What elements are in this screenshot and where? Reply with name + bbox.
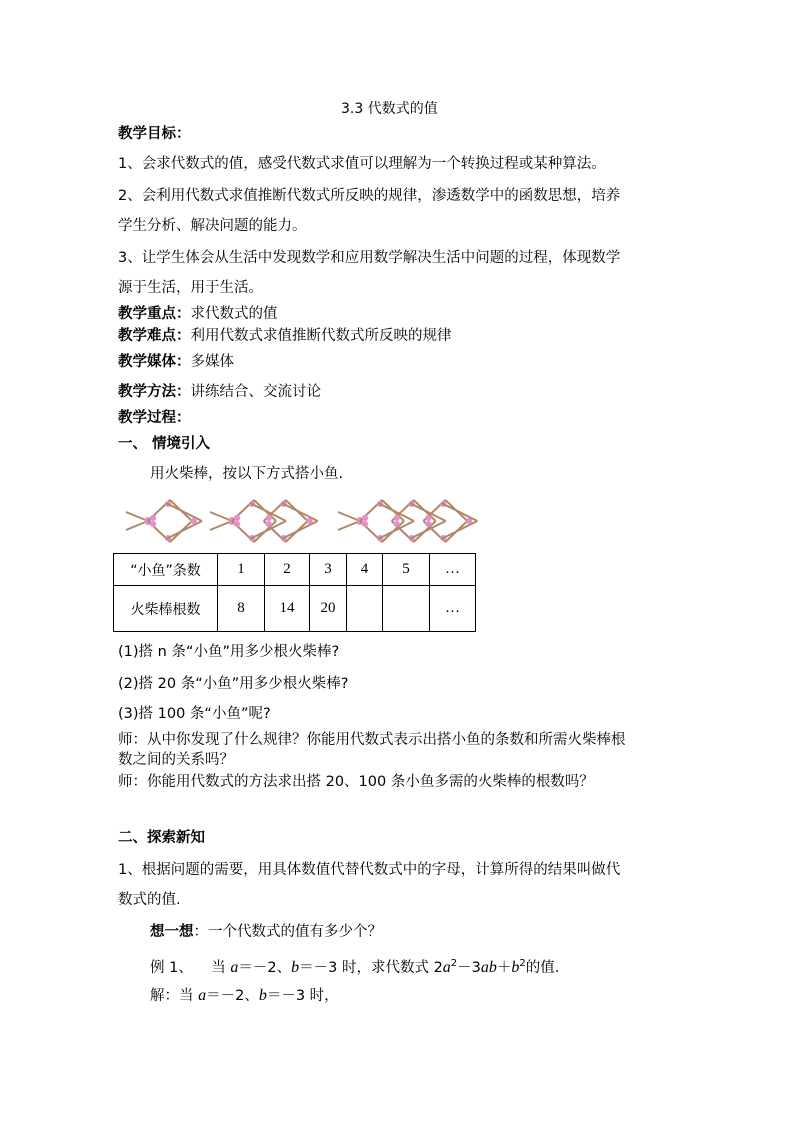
difficult-text: 利用代数式求值推断代数式所反映的规律 [190,328,452,344]
exponent: 2 [450,958,458,969]
objective-line: 源于生活，用于生活。 [118,280,263,296]
table-cell: 20 [310,586,347,632]
method-label: 教学方法： [118,384,191,400]
table-cell: 3 [310,554,347,586]
teacher-question-1-cont: 数之间的关系吗？ [118,752,234,768]
example-1 [150,954,559,978]
match-head [265,521,271,527]
table-cell: 4 [347,554,383,586]
var-ab: ab [480,958,497,976]
var-a: a [442,958,451,976]
example-end: 的值. [525,959,560,976]
table-cell: 1 [218,554,265,586]
solution-eq: ＝－2、 [206,988,259,1004]
solution-line [150,986,339,1006]
media-text: 多媒体 [190,354,234,370]
solution-eq: ＝－3 时， [266,988,339,1004]
teacher-question-2: 师：你能用代数式的方法求出搭 20、100 条小鱼多需的火柴棒的根数吗？ [118,774,594,790]
table-header-cell: 火柴棒根数 [114,586,218,632]
objective-line: 2、会利用代数式求值推断代数式所反映的规律，渗透数学中的函数思想，培养 [118,188,621,204]
matchstick-table [113,553,476,632]
media-label: 教学媒体： [118,354,191,370]
table-cell: 14 [265,586,310,632]
table-cell: … [430,586,476,632]
teacher-question-1: 师：从中你发现了什么规律？你能用代数式表示出搭小鱼的条数和所需火柴棒根 [118,732,626,748]
matchstick [166,503,202,521]
matchstick [126,521,148,530]
question-3: (3)搭 100 条“小鱼”呢? [118,706,271,722]
key-point [118,304,278,324]
objectives-heading: 教学目标： [118,126,191,142]
objective-line: 1、会求代数式的值，感受代数式求值可以理解为一个转换过程或某种算法。 [118,156,606,172]
page-title: 3.3 代数式的值 [341,101,438,117]
matchstick [126,512,148,521]
example-label: 例 1、 [150,959,193,976]
section-heading-2: 二、探索新知 [118,830,205,846]
difficult-label: 教学难点： [118,328,191,344]
match-head [190,518,196,524]
match-head [466,518,472,524]
matchstick [282,503,318,521]
think-label: 想一想 [150,924,194,940]
match-head [306,518,312,524]
matchstick-fish-illustration [118,492,498,550]
matchstick [338,512,360,521]
key-label: 教学重点： [118,306,191,322]
table-cell: 2 [265,554,310,586]
match-head [234,521,240,527]
matchstick [282,521,318,539]
definition-line: 数式的值. [118,892,181,908]
match-head [393,521,399,527]
match-head [425,515,431,521]
table-row [114,586,476,632]
table-cell: 8 [218,586,265,632]
definition-line: 1、根据问题的需要，用具体数值代替代数式中的字母，计算所得的结果叫做代 [118,862,621,878]
table-header-cell: “小鱼”条数 [114,554,218,586]
matchstick [210,521,232,530]
var-b: b [258,987,267,1004]
match-head [234,515,240,521]
var-a: a [198,987,207,1004]
fish-group [126,500,477,542]
table-cell [347,586,383,632]
think-text: ：一个代数式的值有多少个？ [193,924,382,940]
example-eq: ＝－2、 [238,959,292,976]
example-when: 当 [211,959,231,976]
matchstick [441,521,477,539]
process-heading: 教学过程： [118,410,191,426]
var-a: a [230,958,239,976]
intro-text: 用火柴棒，按以下方式搭小鱼. [150,466,344,482]
example-eq: ＝－3 时，求代数式 2 [299,959,443,976]
match-head [425,521,431,527]
solution-label: 解：当 [150,988,199,1004]
example-plus: ＋ [496,959,512,976]
match-head [362,515,368,521]
think-prompt [150,922,382,942]
section-heading-1: 一、 情境引入 [118,436,211,452]
matchstick [338,521,360,530]
question-1: (1)搭 n 条“小鱼”用多少根火柴棒? [118,644,340,660]
match-head [393,515,399,521]
matchstick [441,503,477,521]
match-head [265,515,271,521]
question-2: (2)搭 20 条“小鱼”用多少根火柴棒? [118,676,349,692]
match-head [150,521,156,527]
table-cell: 5 [383,554,430,586]
table-row [114,554,476,586]
matchstick [210,512,232,521]
matchstick [166,521,202,539]
objective-line: 学生分析、解决问题的能力。 [118,218,307,234]
key-text: 求代数式的值 [190,306,278,322]
difficult-point [118,326,452,346]
match-head [150,515,156,521]
method-text: 讲练结合、交流讨论 [190,384,321,400]
var-b: b [291,958,300,976]
match-head [362,521,368,527]
example-minus: －3 [457,959,481,976]
teaching-media [118,352,234,372]
objective-line: 3、让学生体会从生活中发现数学和应用数学解决生活中问题的过程，体现数学 [118,250,621,266]
exponent: 2 [519,958,526,969]
var-b: b [511,958,520,976]
table-cell [383,586,430,632]
teaching-method [118,382,321,402]
table-cell: … [430,554,476,586]
